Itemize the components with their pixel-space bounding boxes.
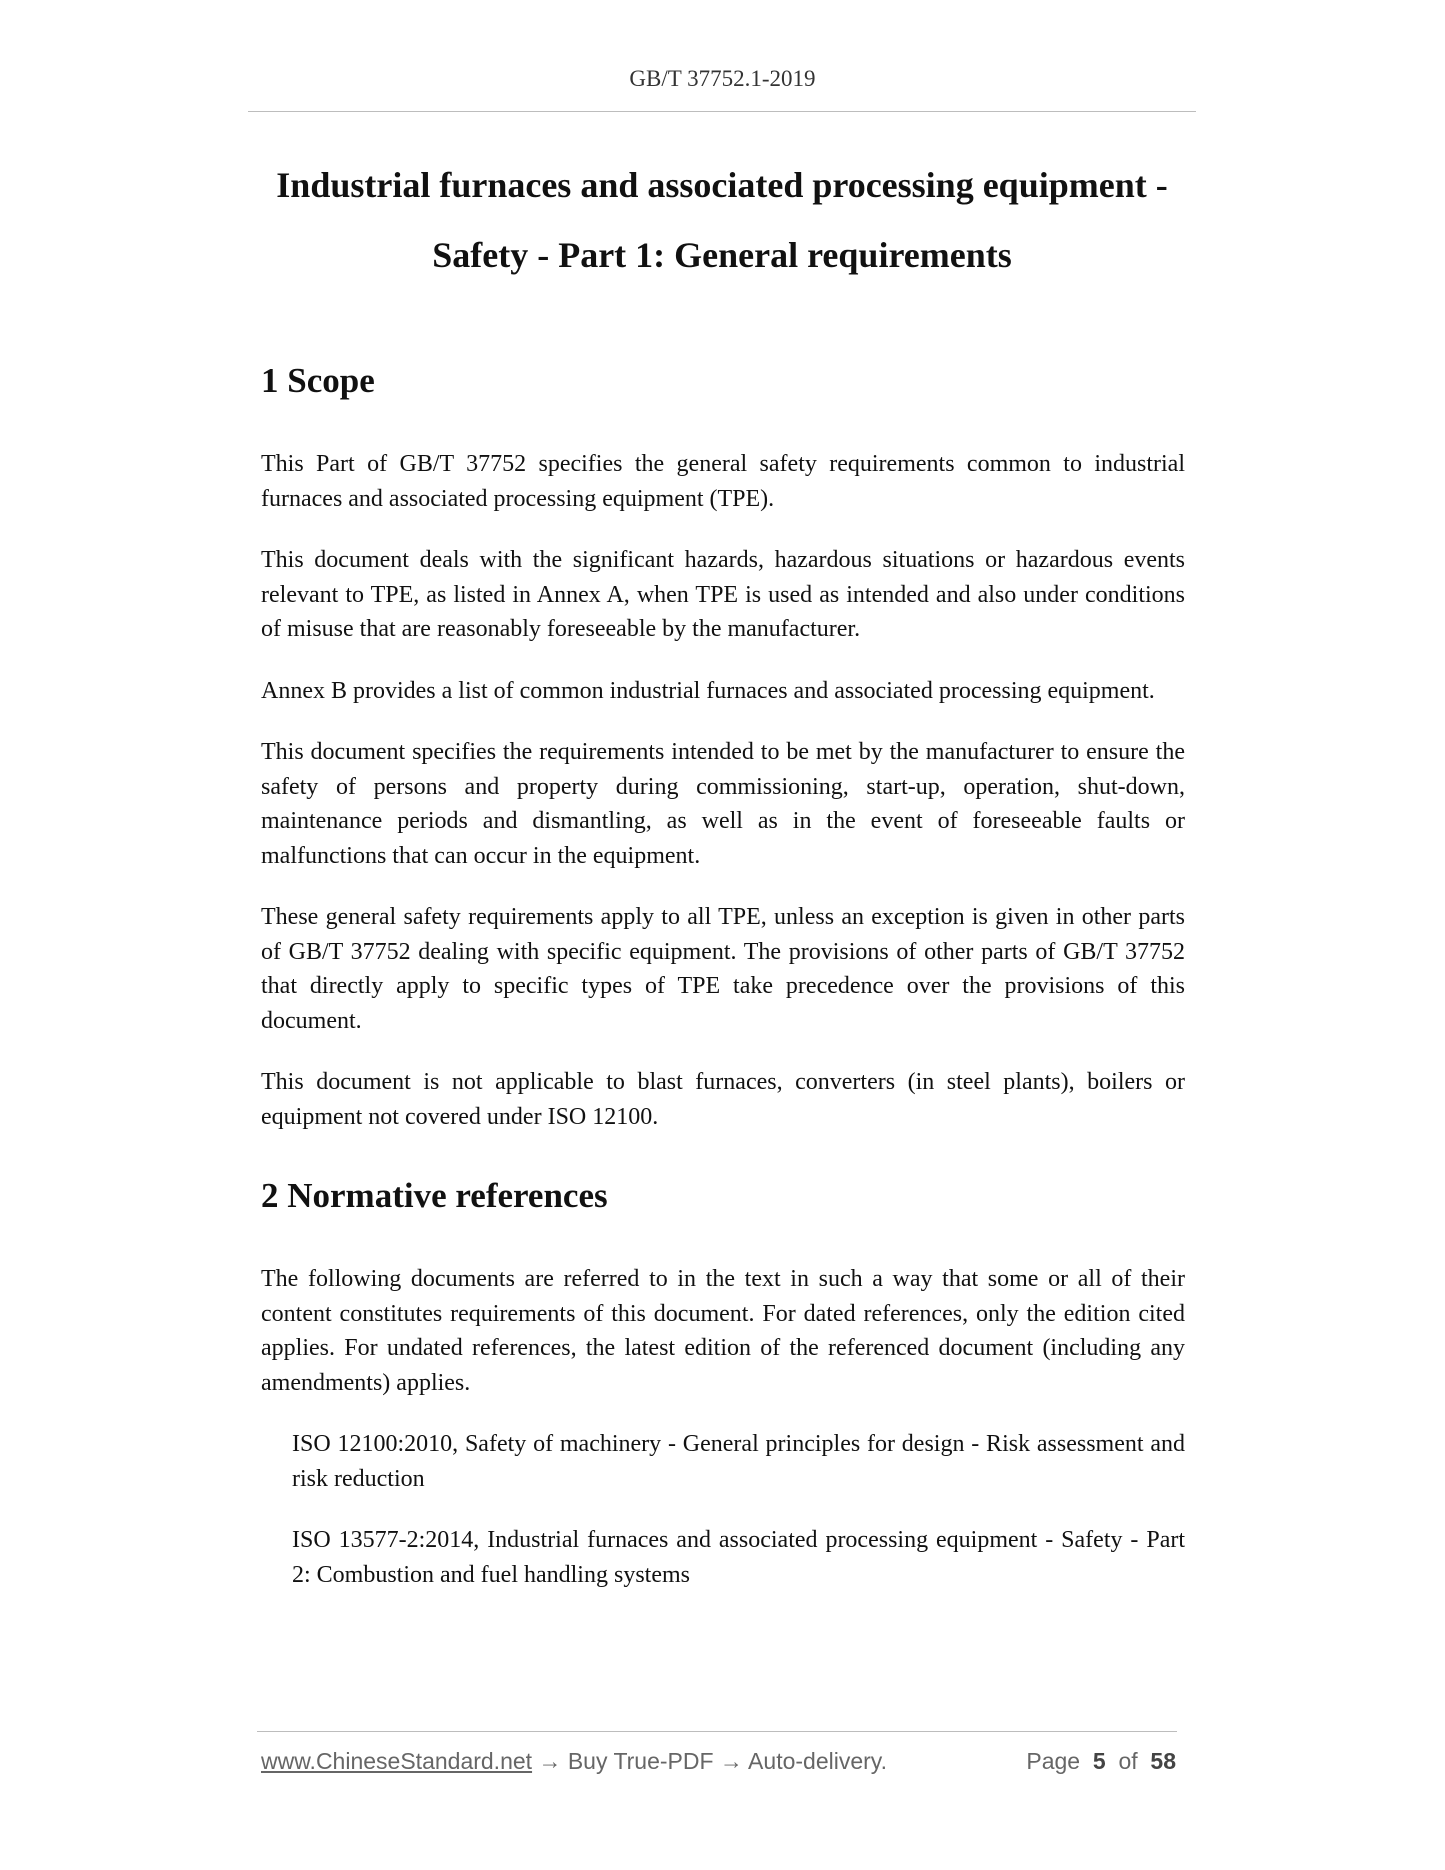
normative-intro-paragraph: The following documents are referred to in the text in such a way that some or all of their content constitutes requirements of this document. For dated references, only the edition cited applies. For undated references, the latest edition of the referenced document (including any amendments) applies. [261, 1266, 1185, 1396]
scope-paragraph: These general safety requirements apply to all TPE, unless an exception is given in other parts of GB/T 37752 dealing with specific equipment. The provisions of other parts of GB/T 37752 that directly apply to specific types of TPE take precedence over the provisions of this document. [261, 904, 1185, 1034]
document-title [248, 150, 1196, 290]
title-line-2: Safety - Part 1: General requirements [432, 235, 1012, 275]
current-page-number: 5 [1092, 1748, 1106, 1774]
scope-paragraph: Annex B provides a list of common industrial furnaces and associated processing equipment. [261, 677, 1155, 704]
total-pages-number: 58 [1150, 1748, 1176, 1774]
footer-tagline: → Buy True-PDF → Auto-delivery. [532, 1748, 887, 1774]
page-indicator [1026, 1748, 1176, 1775]
scope-paragraph: This Part of GB/T 37752 specifies the general safety requirements common to industrial furnaces and associated processing equipment (TPE). [261, 451, 1185, 512]
scope-paragraph: This document is not applicable to blast furnaces, converters (in steel plants), boilers or equipment not covered under ISO 12100. [261, 1069, 1185, 1130]
header-divider [248, 111, 1196, 112]
header-doc-id: GB/T 37752.1-2019 [629, 66, 816, 91]
of-label: of [1118, 1748, 1138, 1774]
footer-promo [261, 1748, 887, 1775]
page-label: Page [1026, 1748, 1081, 1774]
reference-item: ISO 12100:2010, Safety of machinery - General principles for design - Risk assessment and risk reduction [292, 1431, 1185, 1492]
scope-paragraph: This document deals with the significant hazards, hazardous situations or hazardous events relevant to TPE, as listed in Annex A, when TPE is used as intended and also under conditions of misuse that are reasonably foreseeable by the manufacturer. [261, 547, 1185, 642]
section-heading-normative-references: 2 Normative references [261, 1176, 608, 1215]
chinesestandard-link[interactable]: www.ChineseStandard.net [261, 1748, 533, 1774]
footer-divider [257, 1731, 1177, 1732]
scope-paragraph: This document specifies the requirements intended to be met by the manufacturer to ensure the safety of persons and property during commissioning, start-up, operation, shut-down, maintenance periods and dismantling, as well as in the event of foreseeable faults or malfunctions that can occur in the equipment. [261, 739, 1185, 869]
document-body [261, 355, 1185, 1619]
title-line-1: Industrial furnaces and associated processing equipment - [276, 165, 1168, 205]
reference-item: ISO 13577-2:2014, Industrial furnaces and associated processing equipment - Safety - Part 2: Combustion and fuel handling systems [292, 1527, 1185, 1588]
section-heading-scope: 1 Scope [261, 361, 375, 400]
